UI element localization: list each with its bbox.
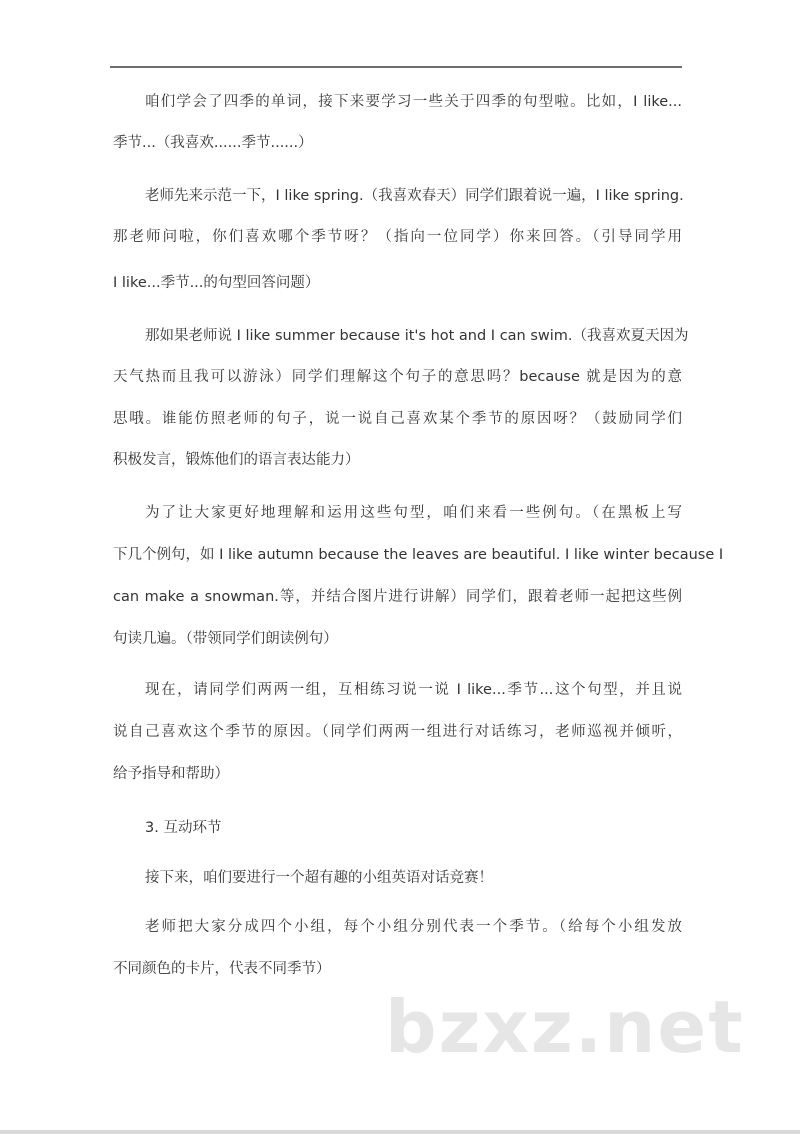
text-line: 为了让大家更好地理解和运用这些句型，咱们来看一些例句。（在黑板上写 (145, 505, 682, 521)
text-line: 天气热而且我可以游泳）同学们理解这个句子的意思吗？because 就是因为的意 (113, 369, 682, 385)
text-line: 接下来，咱们要进行一个超有趣的小组英语对话竞赛！ (145, 870, 493, 886)
text-line: 积极发言，锻炼他们的语言表达能力） (113, 452, 360, 468)
page-bottom-edge (0, 1130, 800, 1134)
text-line: 咱们学会了四季的单词，接下来要学习一些关于四季的句型啦。比如，I like... (145, 94, 682, 110)
text-line: can make a snowman.等，并结合图片进行讲解）同学们，跟着老师一起把这些例 (113, 589, 682, 605)
text-line: 老师把大家分成四个小组，每个小组分别代表一个季节。（给每个小组发放 (145, 919, 682, 935)
text-line: 下几个例句，如 I like autumn because the leaves are beautiful. I like winter because I (113, 547, 724, 563)
text-line: 给予指导和帮助） (113, 766, 229, 782)
text-line: 说自己喜欢这个季节的原因。（同学们两两一组进行对话练习，老师巡视并倾听， (113, 724, 682, 740)
text-line: 句读几遍。（带领同学们朗读例句） (113, 631, 338, 647)
text-line: 那如果老师说 I like summer because it's hot and I can swim.（我喜欢夏天因为 (145, 328, 689, 344)
text-line: 思哦。谁能仿照老师的句子，说一说自己喜欢某个季节的原因呀？（鼓励同学们 (113, 411, 682, 427)
text-line: I like...季节...的句型回答问题） (113, 275, 320, 291)
text-line: 老师先来示范一下，I like spring.（我喜欢春天）同学们跟着说一遍，I like spring. (145, 188, 684, 204)
text-line: 现在，请同学们两两一组，互相练习说一说 I like...季节...这个句型，并且说 (145, 682, 682, 698)
section-heading: 3. 互动环节 (145, 820, 222, 836)
text-line: 季节...（我喜欢......季节......） (113, 135, 313, 151)
watermark: bzxz.net (385, 985, 745, 1069)
text-line: 那老师问啦，你们喜欢哪个季节呀？（指向一位同学）你来回答。（引导同学用 (113, 229, 682, 245)
header-rule (110, 66, 682, 68)
text-line: 不同颜色的卡片，代表不同季节） (113, 961, 331, 977)
